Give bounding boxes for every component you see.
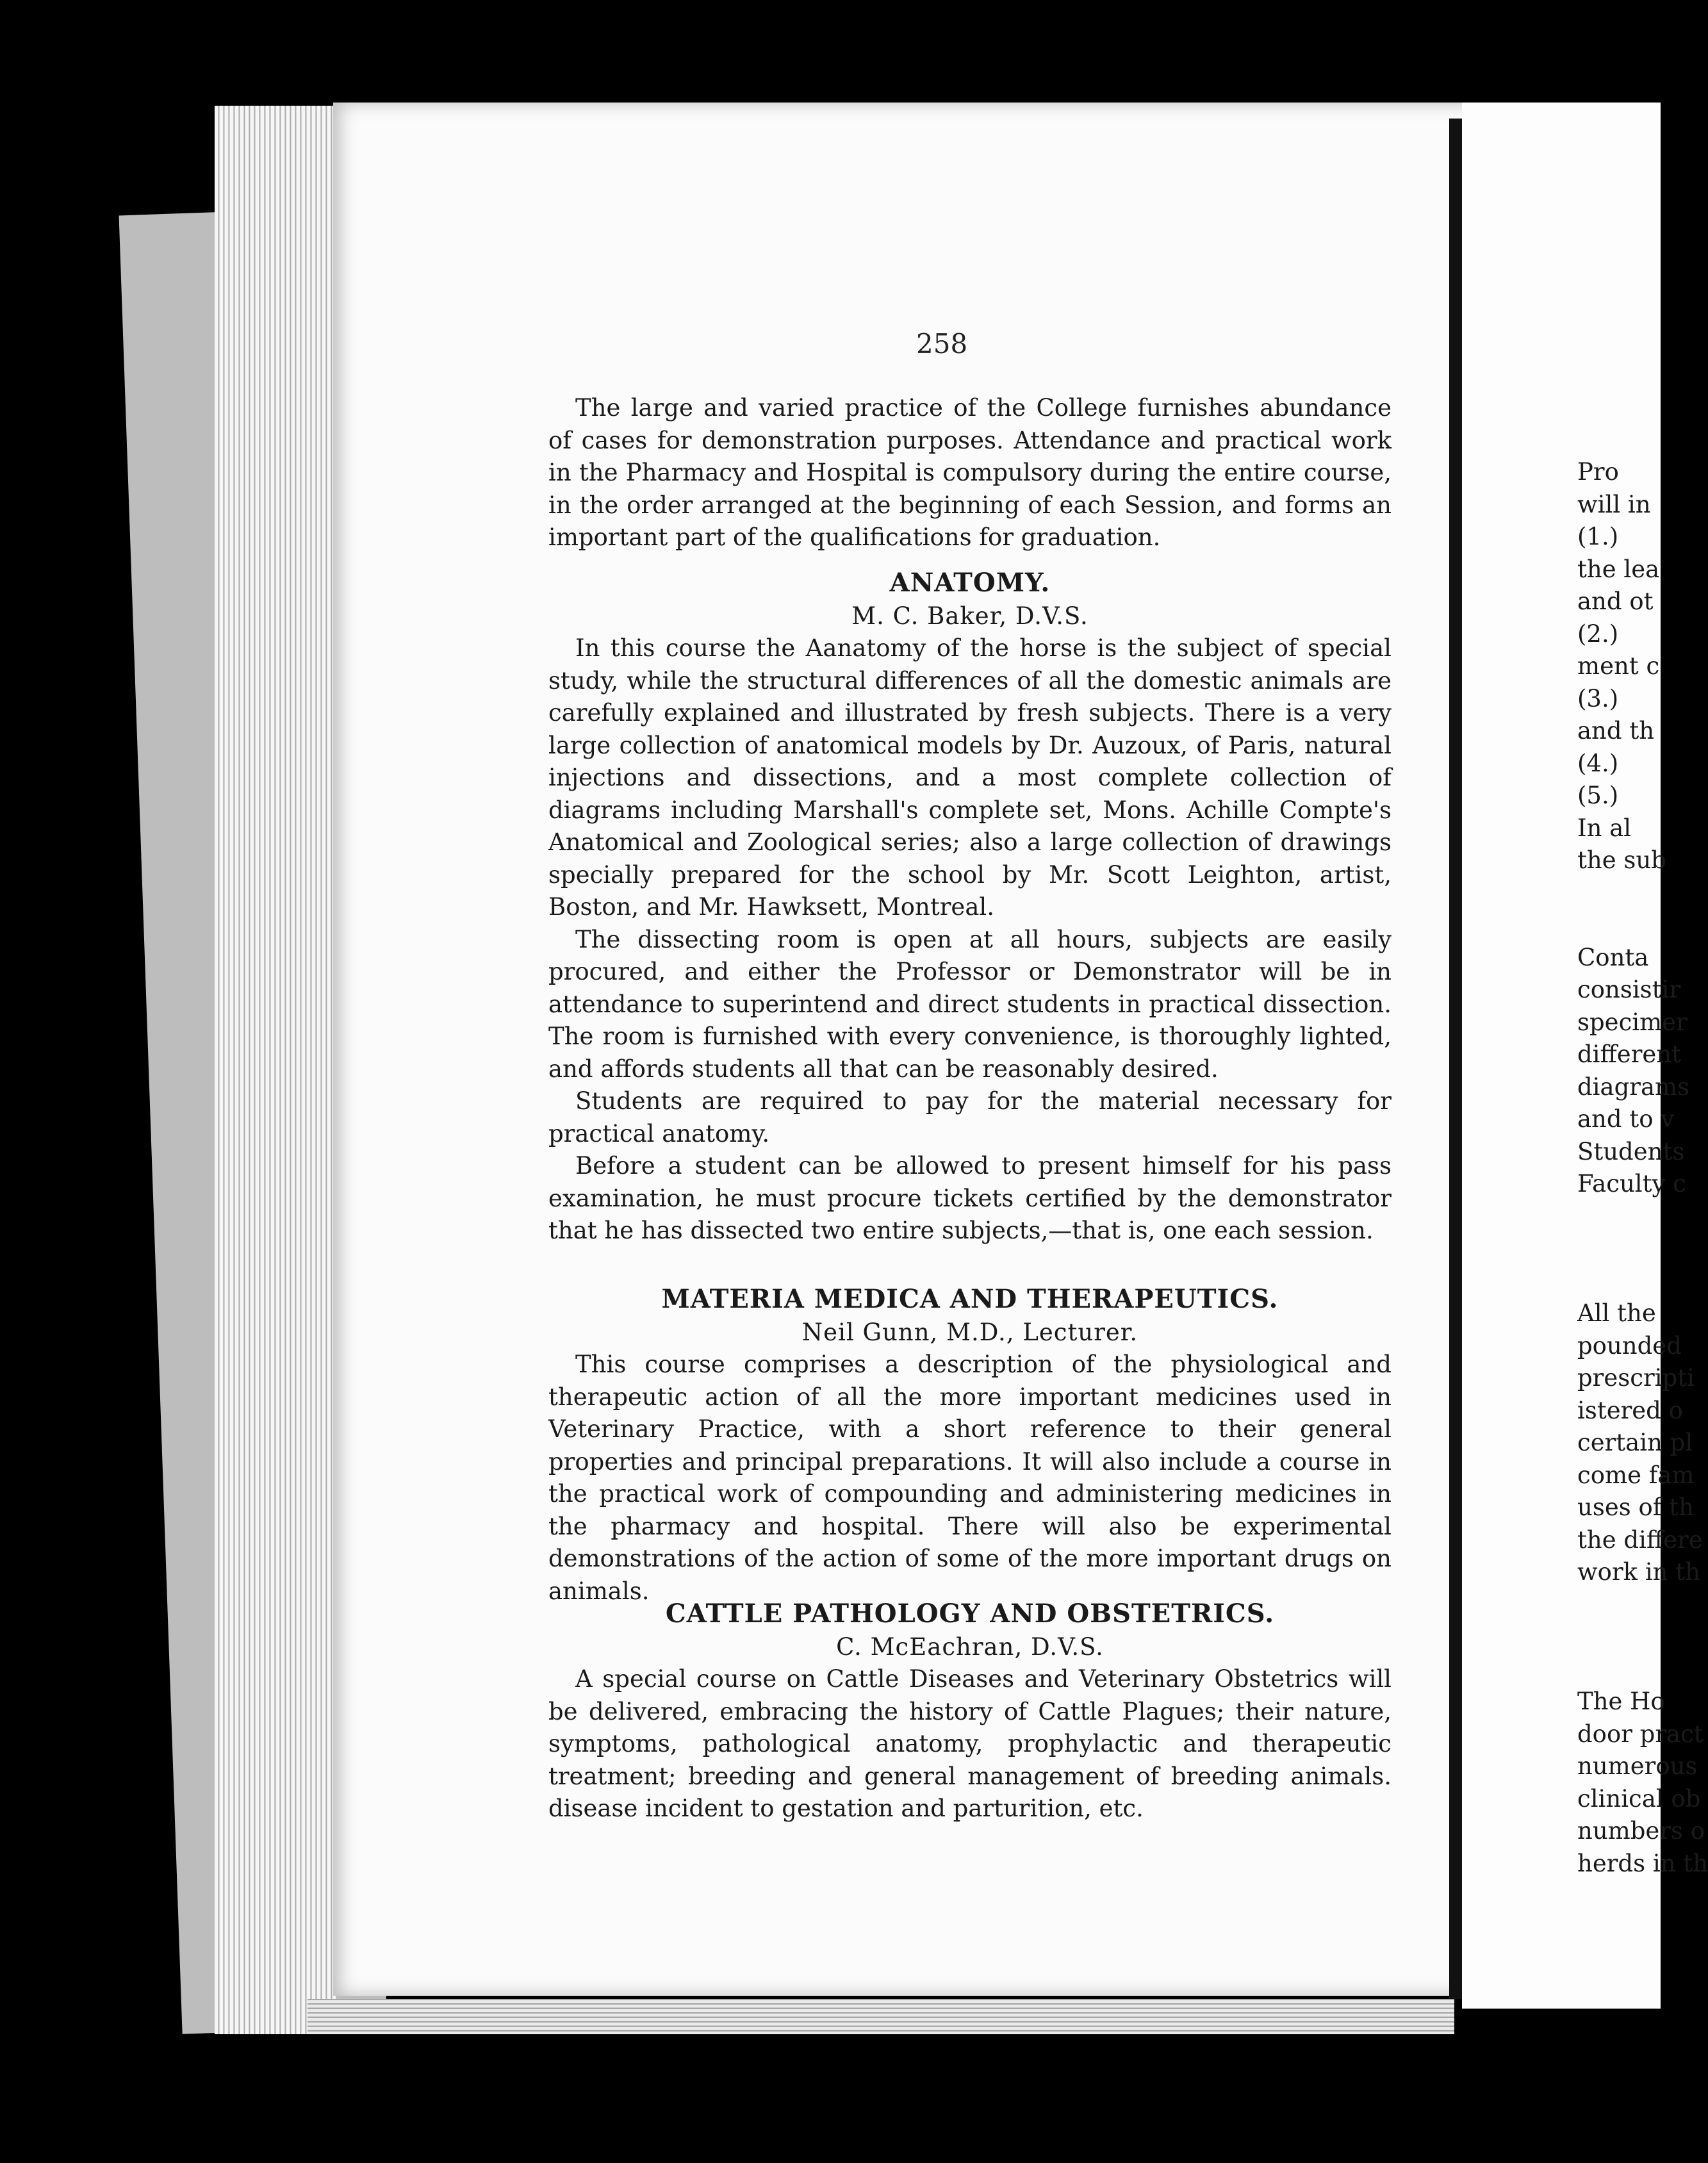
right-page-line: come fam xyxy=(1577,1461,1695,1489)
page-number: 258 xyxy=(916,328,968,359)
right-page-line: ment c xyxy=(1577,652,1660,680)
right-page-line: specimer xyxy=(1577,1008,1687,1036)
right-page-line xyxy=(1577,1654,1661,1686)
right-page-line: clinical ob xyxy=(1577,1784,1701,1813)
right-page-line: work in th xyxy=(1577,1558,1700,1586)
right-page-line xyxy=(1577,1265,1661,1298)
right-page-line: Faculty c xyxy=(1577,1170,1686,1197)
right-page-line: istered o xyxy=(1577,1396,1683,1424)
right-page-line: prescripti xyxy=(1577,1364,1695,1392)
right-page-line xyxy=(1577,1233,1661,1265)
right-page-text xyxy=(1577,456,1708,1880)
right-page-line: Pro xyxy=(1577,458,1619,486)
right-page-line: consistir xyxy=(1577,976,1681,1003)
materia-medica-section xyxy=(548,1282,1392,1608)
right-page-line: Students xyxy=(1577,1137,1685,1165)
right-page-line: and th xyxy=(1577,717,1655,744)
cattle-pathology-heading: CATTLE PATHOLOGY AND OBSTETRICS. xyxy=(665,1599,1275,1629)
right-page-line: (4.) xyxy=(1577,749,1619,777)
intro-section xyxy=(548,392,1392,554)
right-page-line: certain pl xyxy=(1577,1429,1693,1456)
right-page-line: (5.) xyxy=(1577,782,1619,809)
right-page-line: the differe xyxy=(1577,1526,1703,1554)
right-page-line: door pract xyxy=(1577,1720,1704,1748)
intro-paragraph: The large and varied practice of the College furnishes abundance of cases for demonstration purposes. Attendance and practical work in the Pharmacy and Hospital is compulsory during the entire course, in the order arranged at the beginning of each Session, and forms an important part of the qualifications for graduation. xyxy=(548,394,1392,551)
right-page-line xyxy=(1577,1589,1661,1622)
right-page-line: different xyxy=(1577,1040,1681,1068)
right-page-line: will in xyxy=(1577,490,1651,518)
right-page-line: and to v xyxy=(1577,1105,1675,1133)
right-page-line xyxy=(1577,909,1661,942)
materia-medica-heading: MATERIA MEDICA AND THERAPEUTICS. xyxy=(661,1284,1279,1314)
right-page-line: the sub xyxy=(1577,846,1666,874)
right-page-line: the lea xyxy=(1577,555,1660,583)
anatomy-paragraph: In this course the Aanatomy of the horse is the subject of special study, while the structural differences of all the domestic animals are carefully explained and illustrated by fresh subjects. There is a very large collection of anatomical models by Dr. Auzoux, of Paris, natural injections and dissections, and a most complete collection of diagrams including Marshall's complete set, Mons. Achille Compte's Anatomical and Zoological series; also a large collection of drawings specially prepared for the school by Mr. Scott Leighton, artist, Boston, and Mr. Hawksett, Montreal. xyxy=(548,634,1392,921)
right-page-line: and ot xyxy=(1577,588,1654,615)
right-page-line: The Ho xyxy=(1577,1688,1665,1715)
right-page-line: pounded xyxy=(1577,1331,1682,1360)
right-page-line: All the xyxy=(1577,1299,1656,1327)
right-page-line: (2.) xyxy=(1577,620,1619,648)
anatomy-section xyxy=(548,566,1392,1247)
right-page-line xyxy=(1577,1621,1661,1654)
right-page-line: uses of th xyxy=(1577,1493,1694,1521)
materia-medica-byline: Neil Gunn, M.D., Lecturer. xyxy=(801,1319,1138,1346)
right-page-line: herds in th xyxy=(1577,1849,1708,1877)
anatomy-heading: ANATOMY. xyxy=(889,568,1051,598)
page-stack-edge xyxy=(215,106,336,2034)
anatomy-paragraph: Before a student can be allowed to present himself for his pass examination, he must procure tickets certified by the demonstrator that he has dissected two entire subjects,—that is, one each session. xyxy=(548,1152,1392,1244)
right-page-line: diagrams xyxy=(1577,1073,1690,1101)
anatomy-paragraph: Students are required to pay for the material necessary for practical anatomy. xyxy=(548,1087,1392,1147)
book-gutter xyxy=(1449,119,1463,1999)
right-page-line xyxy=(1577,877,1661,910)
right-page-line: (1.) xyxy=(1577,523,1619,550)
anatomy-paragraph: The dissecting room is open at all hours, subjects are easily procured, and either the Professor or Demonstrator will be in attendance to superintend and direct students in practical dissection. The room is furnished with every convenience, is thoroughly lighted, and affords students all that can be reasonably desired. xyxy=(548,925,1392,1083)
anatomy-byline: M. C. Baker, D.V.S. xyxy=(851,602,1088,630)
right-page-line: numbers o xyxy=(1577,1817,1705,1845)
right-page-line: (3.) xyxy=(1577,684,1619,712)
right-page-line xyxy=(1577,1201,1661,1233)
materia-medica-paragraph: This course comprises a description of the physiological and therapeutic action of all the more important medicines used in Veterinary Practice, with a short reference to their general properties and principal preparations. It will also include a course in the practical work of compounding and administering medicines in the pharmacy and hospital. There will also be experimental demonstrations of the action of some of the more important drugs on animals. xyxy=(548,1351,1392,1605)
cattle-pathology-byline: C. McEachran, D.V.S. xyxy=(836,1633,1104,1661)
right-page-line: In al xyxy=(1577,814,1632,842)
cattle-pathology-paragraph: A special course on Cattle Diseases and Veterinary Obstetrics will be delivered, embracing the history of Cattle Plagues; their nature, symptoms, pathological anatomy, prophylactic and therapeutic treatment; breeding and general management of breeding animals. disease incident to gestation and parturition, etc. xyxy=(548,1665,1392,1822)
right-page-line: Conta xyxy=(1577,943,1649,971)
right-page-line: numerous xyxy=(1577,1752,1698,1780)
page-stack-bottom xyxy=(308,1999,1454,2034)
cattle-pathology-section xyxy=(548,1597,1392,1825)
